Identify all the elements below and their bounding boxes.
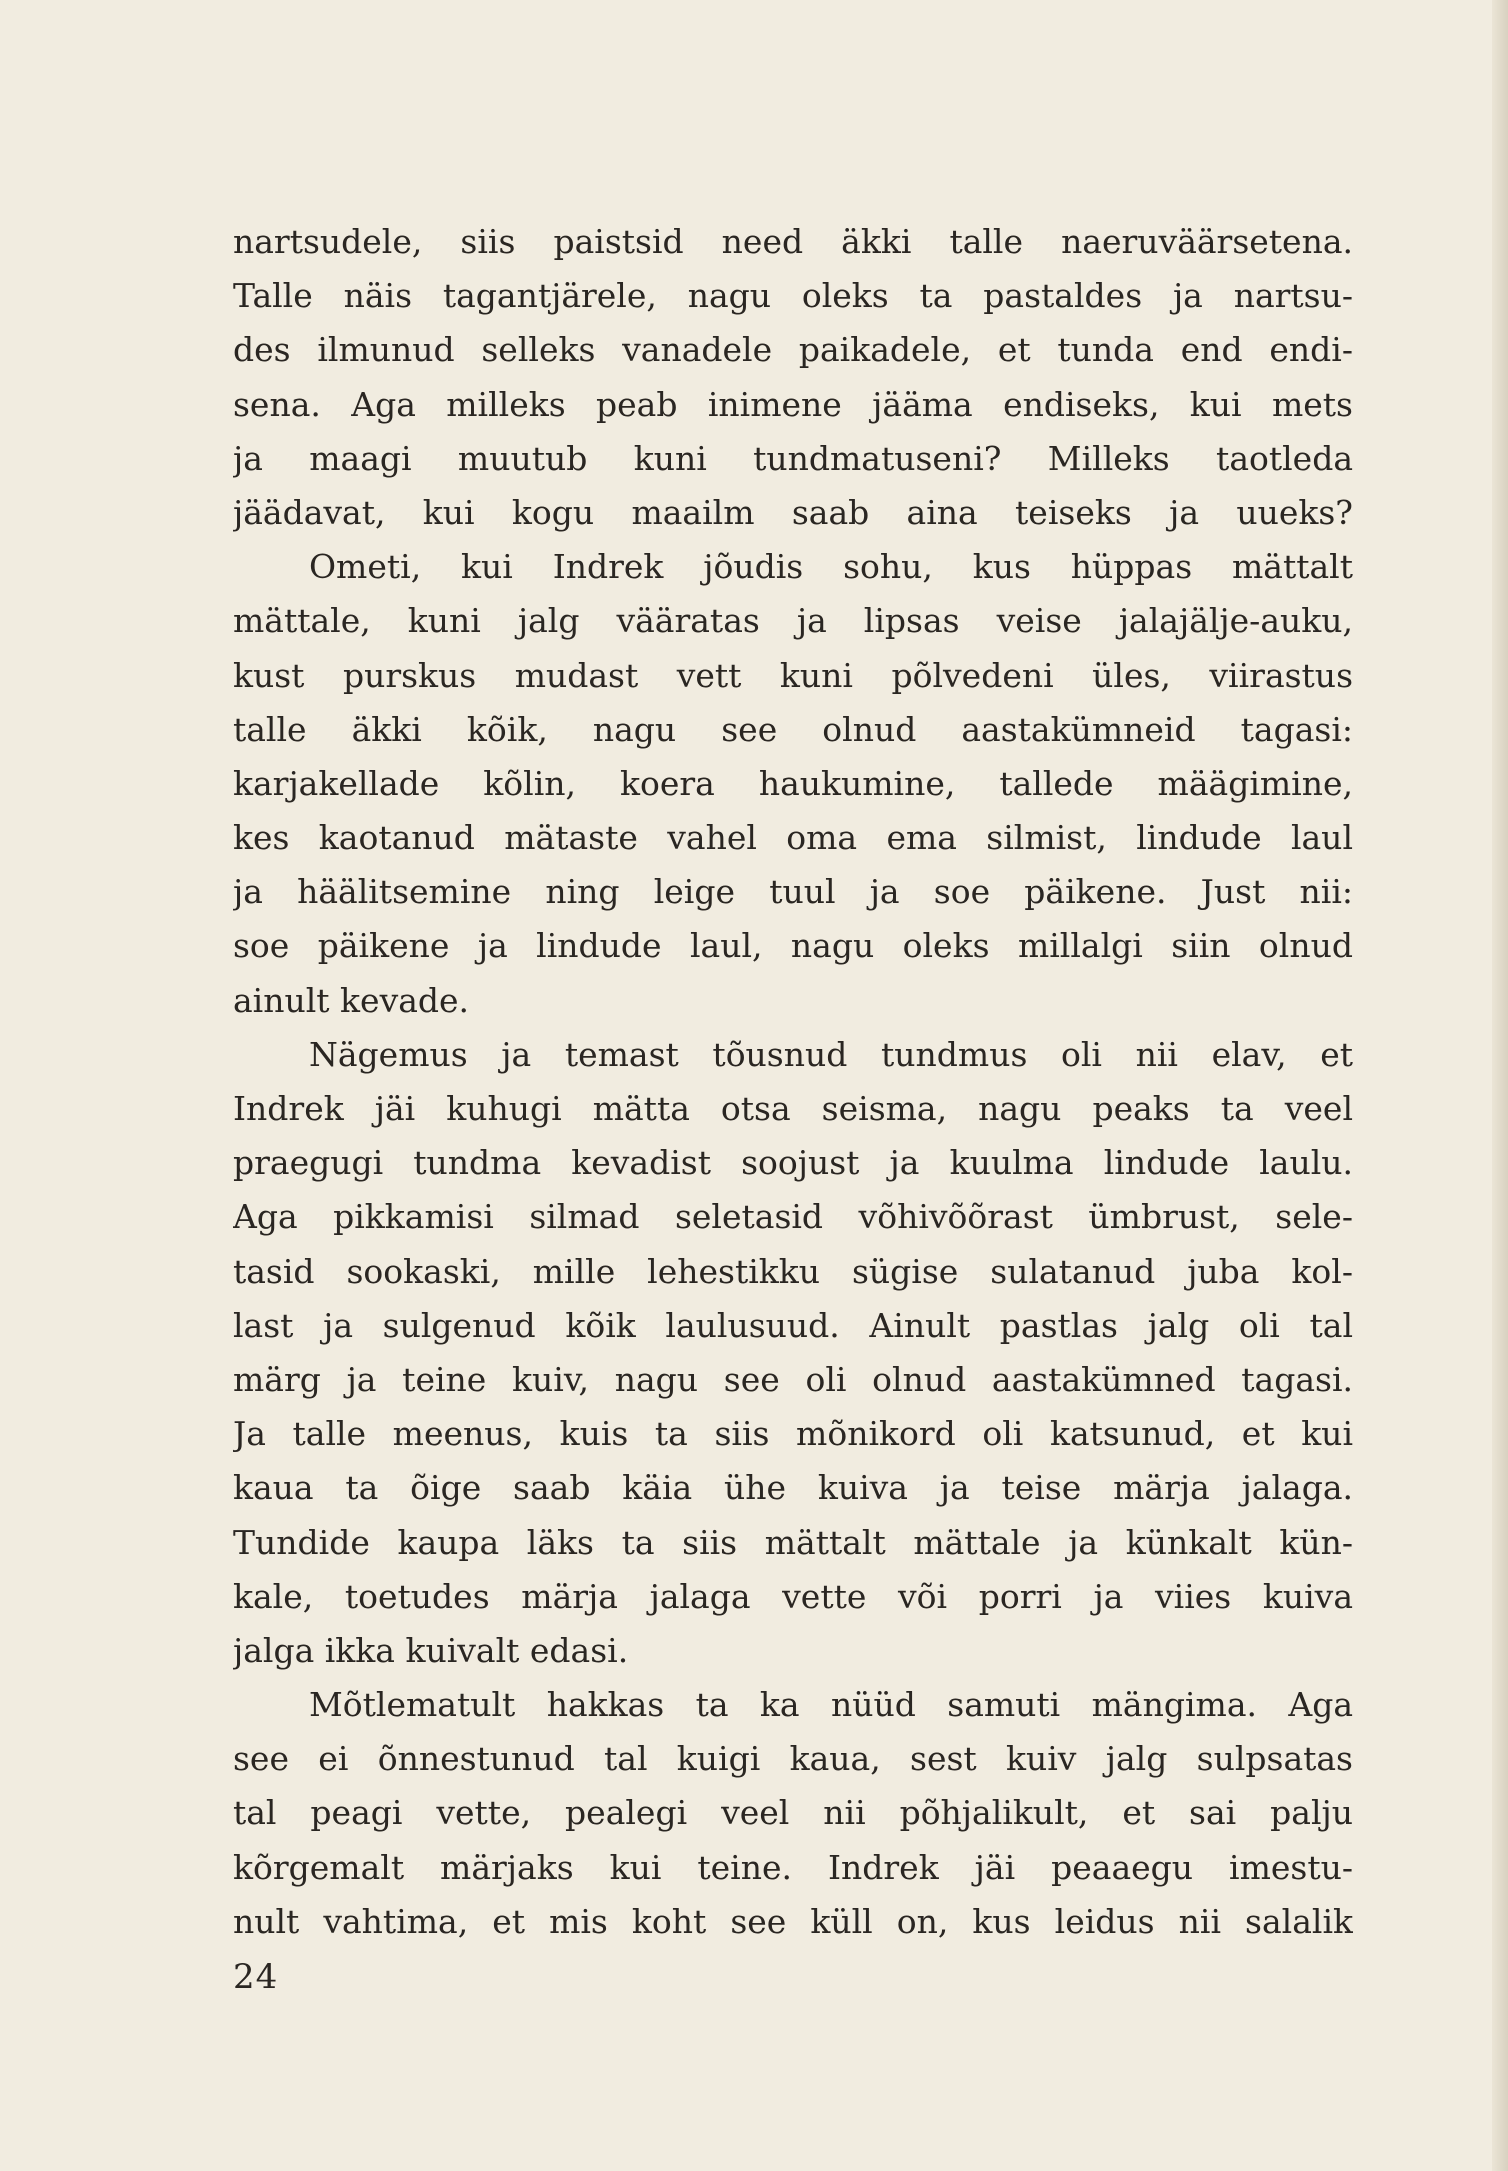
text-line: sena. Aga milleks peab inimene jääma endiseks, kui mets	[233, 384, 1353, 424]
text-line: märg ja teine kuiv, nagu see oli olnud aastakümned tagasi.	[233, 1359, 1353, 1399]
text-line: kes kaotanud mätaste vahel oma ema silmist, lindude laul	[233, 818, 1353, 858]
page-number: 24	[233, 1957, 279, 1997]
text-line: kale, toetudes märja jalaga vette või porri ja viies kuiva	[233, 1576, 1353, 1616]
text-line: Ja talle meenus, kuis ta siis mõnikord oli katsunud, et kui	[233, 1414, 1353, 1454]
text-line: kõrgemalt märjaks kui teine. Indrek jäi peaaegu imestu-	[233, 1847, 1353, 1887]
text-line: ainult kevade.	[233, 980, 470, 1020]
text-line: kaua ta õige saab käia ühe kuiva ja teise märja jalaga.	[233, 1468, 1353, 1508]
text-line: nult vahtima, et mis koht see küll on, kus leidus nii salalik	[233, 1901, 1353, 1941]
text-line: talle äkki kõik, nagu see olnud aastakümneid tagasi:	[233, 709, 1353, 749]
text-line: Talle näis tagantjärele, nagu oleks ta pastaldes ja nartsu-	[233, 276, 1353, 316]
text-line: see ei õnnestunud tal kuigi kaua, sest kuiv jalg sulpsatas	[233, 1739, 1353, 1779]
body-text	[233, 215, 1353, 1949]
text-line: Mõtlematult hakkas ta ka nüüd samuti mängima. Aga	[309, 1685, 1353, 1725]
text-line: last ja sulgenud kõik laulusuud. Ainult pastlas jalg oli tal	[233, 1305, 1353, 1345]
text-line: tasid sookaski, mille lehestikku sügise sulatanud juba kol-	[233, 1251, 1353, 1291]
text-line: des ilmunud selleks vanadele paikadele, et tunda end endi-	[233, 330, 1353, 370]
text-line: tal peagi vette, pealegi veel nii põhjalikult, et sai palju	[233, 1793, 1353, 1833]
text-line: Aga pikkamisi silmad seletasid võhivõõrast ümbrust, sele-	[233, 1197, 1353, 1237]
text-line: jäädavat, kui kogu maailm saab aina teiseks ja uueks?	[233, 492, 1353, 532]
text-line: ja häälitsemine ning leige tuul ja soe päikene. Just nii:	[233, 872, 1353, 912]
text-line: kust purskus mudast vett kuni põlvedeni üles, viirastus	[233, 655, 1353, 695]
text-line: ja maagi muutub kuni tundmatuseni? Milleks taotleda	[233, 438, 1353, 478]
text-line: soe päikene ja lindude laul, nagu oleks millalgi siin olnud	[233, 926, 1353, 966]
text-line: mättale, kuni jalg vääratas ja lipsas veise jalajälje-auku,	[233, 601, 1353, 641]
text-line: Nägemus ja temast tõusnud tundmus oli nii elav, et	[309, 1034, 1353, 1074]
text-line: Ometi, kui Indrek jõudis sohu, kus hüppas mättalt	[309, 547, 1353, 587]
text-line: Tundide kaupa läks ta siis mättalt mättale ja künkalt kün-	[233, 1522, 1353, 1562]
text-line: nartsudele, siis paistsid need äkki talle naeruväärsetena.	[233, 222, 1353, 261]
text-line: praegugi tundma kevadist soojust ja kuulma lindude laulu.	[233, 1143, 1353, 1183]
text-line: Indrek jäi kuhugi mätta otsa seisma, nagu peaks ta veel	[233, 1089, 1353, 1128]
text-line: karjakellade kõlin, koera haukumine, tallede määgimine,	[233, 763, 1353, 803]
text-line: jalga ikka kuivalt edasi.	[233, 1630, 629, 1670]
page-edge	[1492, 0, 1508, 2171]
